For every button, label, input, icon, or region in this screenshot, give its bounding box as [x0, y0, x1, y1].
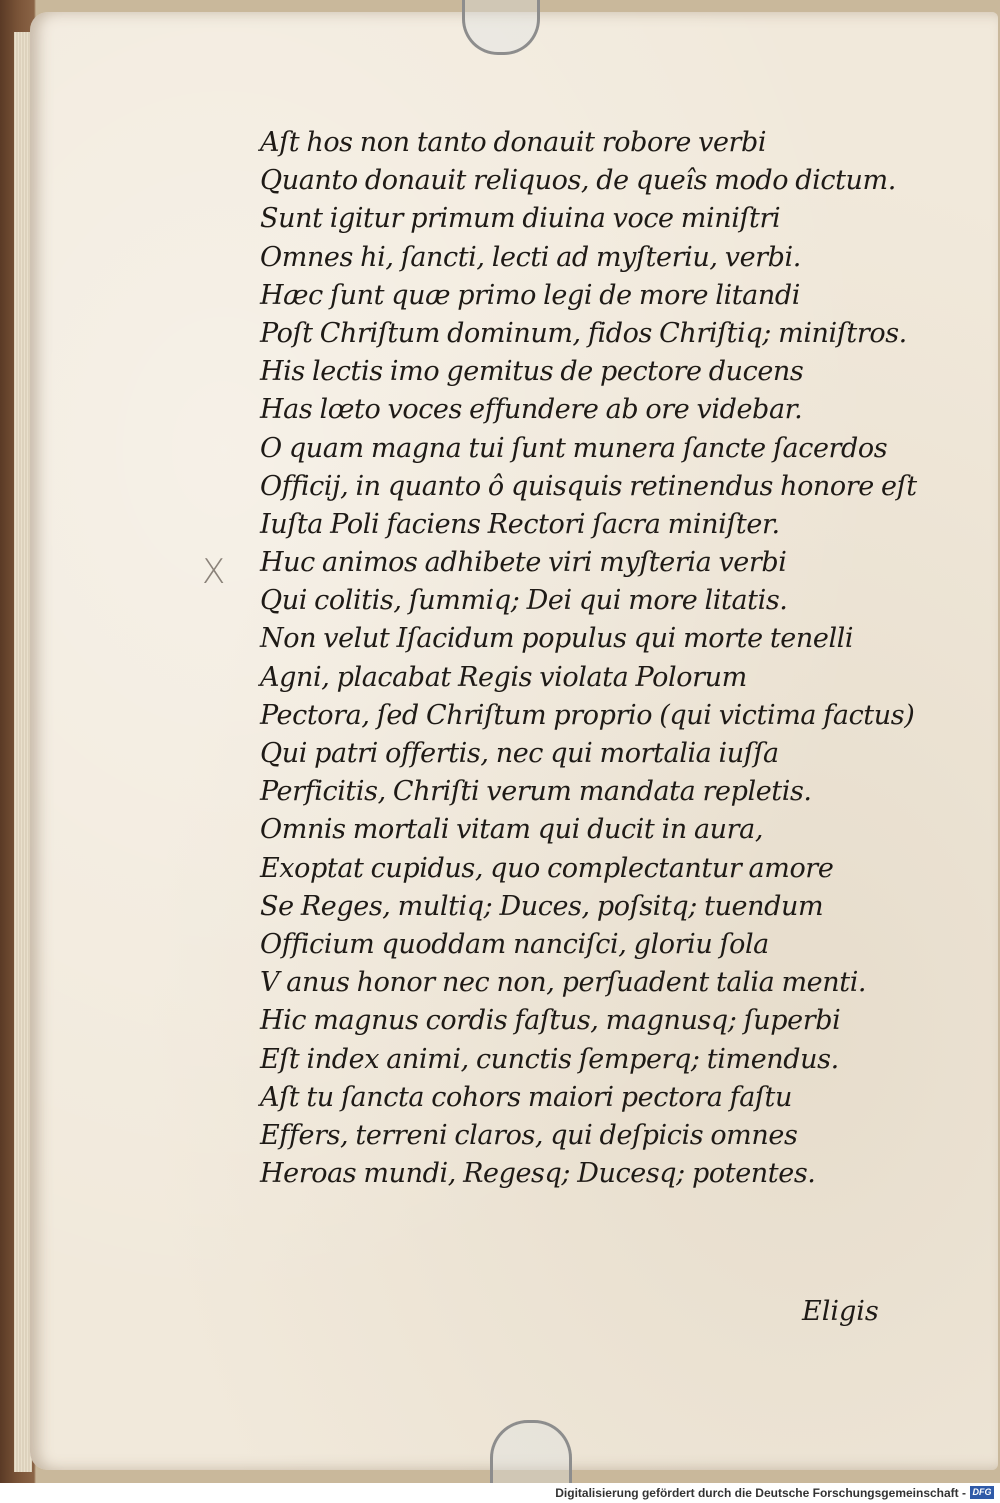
poem-line: Eſt index animi, cunctis ſemperq; timendus. — [260, 1043, 839, 1075]
dfg-logo-icon: DFG — [970, 1486, 994, 1499]
poem-line: Qui patri offertis, nec qui mortalia iuſſa — [260, 738, 779, 769]
poem-line: Omnes hi, ſancti, lecti ad myſteriu, verbi. — [260, 241, 801, 273]
poem-line: Agni, placabat Regis violata Polorum — [260, 661, 747, 693]
poem-line: Non velut Iſacidum populus qui morte tenelli — [260, 623, 854, 655]
poem-line: Hæc ſunt quæ primo legi de more litandi — [260, 279, 800, 311]
poem-text — [260, 124, 917, 1193]
poem-line: O quam magna tui ſunt munera ſancte ſacerdos — [260, 432, 888, 464]
book-page — [30, 12, 998, 1470]
poem-line: Sunt igitur primum diuina voce miniſtri — [260, 203, 781, 235]
footer-bar — [0, 1483, 1000, 1503]
poem-line: Officij, in quanto ô quisquis retinendus honore eſt — [260, 470, 917, 502]
poem-line: Aſt hos non tanto donauit robore verbi — [260, 127, 767, 158]
footer-credit: Digitalisierung gefördert durch die Deutsche Forschungsgemeinschaft - — [555, 1486, 966, 1500]
poem-line: Heroas mundi, Regesq; Ducesq; potentes. — [260, 1158, 816, 1190]
poem-line: Exoptat cupidus, quo complectantur amore — [260, 852, 834, 884]
poem-line: V anus honor nec non, perſuadent talia menti. — [260, 967, 867, 999]
poem-line: Effers, terreni claros, qui deſpicis omnes — [260, 1119, 798, 1151]
catchword: Eligis — [802, 1296, 879, 1327]
poem-line: Qui colitis, ſummiq; Dei qui more litatis. — [260, 585, 788, 617]
poem-line: Pectora, ſed Chriſtum proprio (qui victima factus) — [260, 699, 915, 731]
poem-line: Has lœto voces effundere ab ore videbar. — [260, 394, 803, 426]
poem-line: Officium quoddam nanciſci, gloriu ſola — [260, 928, 769, 960]
poem-line: Aſt tu ſancta cohors maiori pectora faſtu — [260, 1081, 792, 1113]
poem-line: His lectis imo gemitus de pectore ducens — [260, 356, 804, 388]
poem-line: Se Reges, multiq; Duces, poſsitq; tuendum — [260, 890, 824, 922]
poem-line: Huc animos adhibete viri myſteria verbi — [260, 547, 787, 579]
poem-line: Perficitis, Chriſti verum mandata repletis. — [260, 776, 812, 808]
poem-line: Quanto donauit reliquos, de queîs modo dictum. — [260, 165, 896, 197]
poem-line: Hic magnus cordis faſtus, magnusq; ſuperbi — [260, 1005, 841, 1037]
poem-line: Iuſta Poli faciens Rectori ſacra miniſter. — [260, 508, 780, 540]
poem-line: Poſt Chriſtum dominum, fidos Chriſtiq; miniſtros. — [260, 317, 907, 349]
poem-line: Omnis mortali vitam qui ducit in aura, — [260, 814, 764, 846]
margin-pencil-mark: X — [202, 552, 226, 592]
